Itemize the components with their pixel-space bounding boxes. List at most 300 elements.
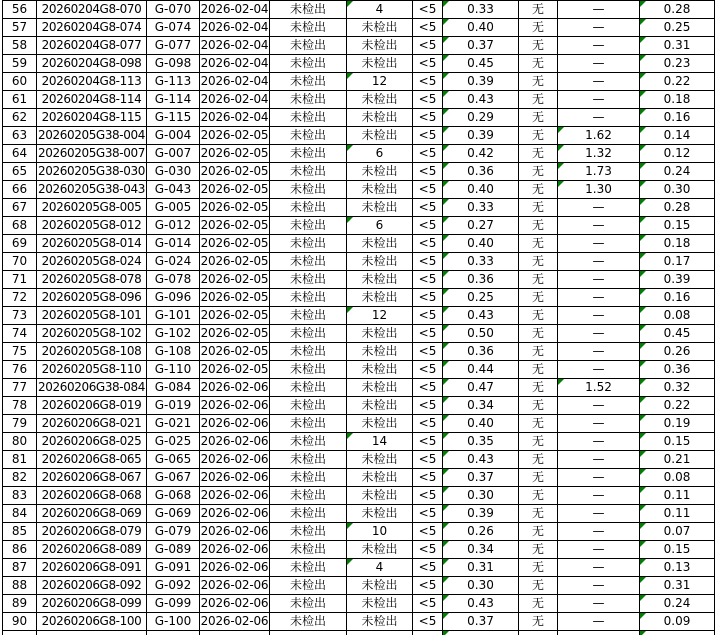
- cell-result-none[interactable]: 无: [519, 37, 558, 55]
- cell-result-limit[interactable]: <5: [413, 19, 443, 37]
- cell-row-number[interactable]: 89: [3, 595, 37, 613]
- cell-result-value-1[interactable]: 0.40: [443, 19, 519, 37]
- cell-result-limit[interactable]: <5: [413, 73, 443, 91]
- cell-result-limit[interactable]: [413, 631, 443, 635]
- cell-row-number[interactable]: [3, 631, 37, 635]
- cell-result-limit[interactable]: <5: [413, 163, 443, 181]
- cell-result-value-3[interactable]: 0.11: [640, 487, 715, 505]
- cell-result-text[interactable]: 未检出: [270, 325, 347, 343]
- cell-row-number[interactable]: 62: [3, 109, 37, 127]
- cell-sample-code[interactable]: G-078: [147, 271, 200, 289]
- cell-result-value-1[interactable]: 0.40: [443, 235, 519, 253]
- cell-result-value-3[interactable]: 0.39: [640, 271, 715, 289]
- cell-date[interactable]: 2026-02-06: [200, 379, 270, 397]
- cell-row-number[interactable]: 77: [3, 379, 37, 397]
- cell-result-count[interactable]: 14: [347, 433, 413, 451]
- cell-sample-code[interactable]: G-014: [147, 235, 200, 253]
- cell-sample-code[interactable]: G-043: [147, 181, 200, 199]
- cell-result-count[interactable]: 4: [347, 1, 413, 19]
- cell-date[interactable]: 2026-02-05: [200, 235, 270, 253]
- cell-result-count[interactable]: 未检出: [347, 595, 413, 613]
- cell-result-limit[interactable]: <5: [413, 325, 443, 343]
- cell-result-value-2[interactable]: —: [558, 559, 640, 577]
- cell-result-value-3[interactable]: 0.24: [640, 163, 715, 181]
- cell-sample-code[interactable]: G-067: [147, 469, 200, 487]
- cell-result-value-2[interactable]: —: [558, 325, 640, 343]
- cell-result-count[interactable]: 未检出: [347, 163, 413, 181]
- cell-result-value-2[interactable]: 1.62: [558, 127, 640, 145]
- cell-date[interactable]: 2026-02-06: [200, 397, 270, 415]
- cell-sample-code[interactable]: G-108: [147, 343, 200, 361]
- cell-result-count[interactable]: 6: [347, 217, 413, 235]
- cell-row-number[interactable]: 83: [3, 487, 37, 505]
- cell-row-number[interactable]: 78: [3, 397, 37, 415]
- cell-date[interactable]: 2026-02-05: [200, 289, 270, 307]
- cell-result-value-2[interactable]: —: [558, 451, 640, 469]
- cell-date[interactable]: 2026-02-05: [200, 271, 270, 289]
- cell-sample-id[interactable]: 20260206G8-065: [37, 451, 147, 469]
- cell-result-value-2[interactable]: —: [558, 343, 640, 361]
- cell-result-text[interactable]: 未检出: [270, 199, 347, 217]
- cell-sample-code[interactable]: G-070: [147, 1, 200, 19]
- cell-result-none[interactable]: 无: [519, 91, 558, 109]
- cell-sample-id[interactable]: 20260205G8-005: [37, 199, 147, 217]
- cell-row-number[interactable]: 81: [3, 451, 37, 469]
- cell-result-text[interactable]: 未检出: [270, 73, 347, 91]
- cell-date[interactable]: 2026-02-06: [200, 505, 270, 523]
- cell-result-text[interactable]: 未检出: [270, 217, 347, 235]
- cell-result-limit[interactable]: <5: [413, 271, 443, 289]
- cell-result-value-3[interactable]: 0.08: [640, 469, 715, 487]
- cell-result-none[interactable]: 无: [519, 73, 558, 91]
- cell-result-count[interactable]: 未检出: [347, 397, 413, 415]
- cell-result-text[interactable]: 未检出: [270, 613, 347, 631]
- cell-result-count[interactable]: 未检出: [347, 289, 413, 307]
- cell-result-value-1[interactable]: 0.25: [443, 289, 519, 307]
- cell-result-text[interactable]: 未检出: [270, 469, 347, 487]
- cell-result-limit[interactable]: <5: [413, 595, 443, 613]
- cell-result-count[interactable]: 未检出: [347, 127, 413, 145]
- cell-sample-id[interactable]: 20260204G8-098: [37, 55, 147, 73]
- cell-result-limit[interactable]: <5: [413, 469, 443, 487]
- cell-result-value-1[interactable]: 0.43: [443, 595, 519, 613]
- cell-sample-id[interactable]: 20260206G8-068: [37, 487, 147, 505]
- cell-sample-code[interactable]: G-101: [147, 307, 200, 325]
- cell-result-value-2[interactable]: 1.32: [558, 145, 640, 163]
- cell-sample-code[interactable]: G-019: [147, 397, 200, 415]
- cell-result-value-3[interactable]: 0.19: [640, 415, 715, 433]
- cell-result-value-3[interactable]: 0.11: [640, 505, 715, 523]
- cell-sample-code[interactable]: G-092: [147, 577, 200, 595]
- cell-result-limit[interactable]: <5: [413, 577, 443, 595]
- cell-result-value-1[interactable]: 0.50: [443, 325, 519, 343]
- cell-row-number[interactable]: 68: [3, 217, 37, 235]
- cell-result-none[interactable]: 无: [519, 469, 558, 487]
- cell-row-number[interactable]: 85: [3, 523, 37, 541]
- cell-result-value-2[interactable]: —: [558, 199, 640, 217]
- cell-row-number[interactable]: 82: [3, 469, 37, 487]
- cell-sample-code[interactable]: G-030: [147, 163, 200, 181]
- cell-result-limit[interactable]: <5: [413, 199, 443, 217]
- cell-result-none[interactable]: 无: [519, 523, 558, 541]
- cell-result-text[interactable]: 未检出: [270, 397, 347, 415]
- cell-result-count[interactable]: 未检出: [347, 271, 413, 289]
- cell-result-count[interactable]: [347, 631, 413, 635]
- cell-sample-code[interactable]: [147, 631, 200, 635]
- cell-result-text[interactable]: 未检出: [270, 523, 347, 541]
- cell-result-text[interactable]: 未检出: [270, 307, 347, 325]
- cell-row-number[interactable]: 56: [3, 1, 37, 19]
- cell-date[interactable]: 2026-02-05: [200, 163, 270, 181]
- cell-result-value-1[interactable]: 0.43: [443, 451, 519, 469]
- cell-result-limit[interactable]: <5: [413, 253, 443, 271]
- cell-result-limit[interactable]: <5: [413, 181, 443, 199]
- cell-sample-id[interactable]: 20260205G8-102: [37, 325, 147, 343]
- cell-result-value-1[interactable]: 0.36: [443, 271, 519, 289]
- cell-result-limit[interactable]: <5: [413, 379, 443, 397]
- cell-sample-code[interactable]: G-024: [147, 253, 200, 271]
- cell-result-value-2[interactable]: —: [558, 73, 640, 91]
- cell-result-value-3[interactable]: 0.24: [640, 595, 715, 613]
- cell-date[interactable]: 2026-02-06: [200, 487, 270, 505]
- cell-sample-id[interactable]: 20260206G8-092: [37, 577, 147, 595]
- cell-result-value-2[interactable]: —: [558, 397, 640, 415]
- cell-result-count[interactable]: 12: [347, 73, 413, 91]
- cell-date[interactable]: 2026-02-04: [200, 37, 270, 55]
- cell-date[interactable]: 2026-02-04: [200, 1, 270, 19]
- cell-result-count[interactable]: 未检出: [347, 541, 413, 559]
- cell-result-text[interactable]: 未检出: [270, 361, 347, 379]
- cell-date[interactable]: 2026-02-05: [200, 343, 270, 361]
- cell-result-value-3[interactable]: 0.22: [640, 73, 715, 91]
- cell-sample-id[interactable]: 20260206G8-079: [37, 523, 147, 541]
- cell-result-none[interactable]: 无: [519, 127, 558, 145]
- cell-row-number[interactable]: 70: [3, 253, 37, 271]
- cell-result-value-3[interactable]: 0.15: [640, 217, 715, 235]
- cell-sample-id[interactable]: 20260205G8-078: [37, 271, 147, 289]
- cell-result-text[interactable]: 未检出: [270, 541, 347, 559]
- cell-result-value-2[interactable]: —: [558, 433, 640, 451]
- cell-result-value-2[interactable]: —: [558, 109, 640, 127]
- cell-sample-id[interactable]: 20260206G8-100: [37, 613, 147, 631]
- cell-result-count[interactable]: 未检出: [347, 91, 413, 109]
- cell-sample-code[interactable]: G-102: [147, 325, 200, 343]
- cell-result-value-3[interactable]: 0.25: [640, 19, 715, 37]
- cell-result-text[interactable]: 未检出: [270, 271, 347, 289]
- cell-result-limit[interactable]: <5: [413, 55, 443, 73]
- cell-result-limit[interactable]: <5: [413, 451, 443, 469]
- cell-result-value-2[interactable]: —: [558, 289, 640, 307]
- cell-date[interactable]: 2026-02-06: [200, 469, 270, 487]
- cell-date[interactable]: 2026-02-04: [200, 19, 270, 37]
- cell-date[interactable]: 2026-02-06: [200, 415, 270, 433]
- cell-result-limit[interactable]: <5: [413, 541, 443, 559]
- cell-sample-code[interactable]: G-091: [147, 559, 200, 577]
- cell-result-limit[interactable]: <5: [413, 397, 443, 415]
- cell-result-value-1[interactable]: 0.39: [443, 127, 519, 145]
- cell-sample-code[interactable]: G-021: [147, 415, 200, 433]
- cell-result-value-1[interactable]: 0.33: [443, 1, 519, 19]
- cell-result-value-1[interactable]: 0.40: [443, 415, 519, 433]
- cell-sample-id[interactable]: 20260205G8-108: [37, 343, 147, 361]
- cell-result-text[interactable]: 未检出: [270, 253, 347, 271]
- cell-result-none[interactable]: 无: [519, 361, 558, 379]
- cell-result-value-2[interactable]: —: [558, 469, 640, 487]
- cell-row-number[interactable]: 60: [3, 73, 37, 91]
- cell-result-text[interactable]: 未检出: [270, 595, 347, 613]
- cell-date[interactable]: 2026-02-06: [200, 541, 270, 559]
- cell-sample-code[interactable]: G-114: [147, 91, 200, 109]
- cell-result-value-3[interactable]: 0.45: [640, 325, 715, 343]
- cell-sample-code[interactable]: G-065: [147, 451, 200, 469]
- cell-result-text[interactable]: 未检出: [270, 55, 347, 73]
- cell-sample-id[interactable]: 20260205G8-012: [37, 217, 147, 235]
- cell-result-limit[interactable]: <5: [413, 559, 443, 577]
- cell-result-count[interactable]: 10: [347, 523, 413, 541]
- cell-result-text[interactable]: 未检出: [270, 343, 347, 361]
- cell-result-none[interactable]: 无: [519, 559, 558, 577]
- cell-sample-code[interactable]: G-074: [147, 19, 200, 37]
- cell-date[interactable]: 2026-02-06: [200, 559, 270, 577]
- cell-result-limit[interactable]: <5: [413, 217, 443, 235]
- cell-result-value-3[interactable]: 0.14: [640, 127, 715, 145]
- cell-result-text[interactable]: 未检出: [270, 559, 347, 577]
- cell-result-text[interactable]: [270, 631, 347, 635]
- cell-date[interactable]: 2026-02-04: [200, 55, 270, 73]
- cell-sample-id[interactable]: 20260205G38-043: [37, 181, 147, 199]
- cell-date[interactable]: 2026-02-05: [200, 127, 270, 145]
- cell-sample-code[interactable]: G-069: [147, 505, 200, 523]
- cell-result-limit[interactable]: <5: [413, 1, 443, 19]
- cell-result-count[interactable]: 未检出: [347, 577, 413, 595]
- cell-result-value-1[interactable]: 0.34: [443, 541, 519, 559]
- cell-result-limit[interactable]: <5: [413, 127, 443, 145]
- cell-result-limit[interactable]: <5: [413, 487, 443, 505]
- cell-result-limit[interactable]: <5: [413, 307, 443, 325]
- cell-sample-id[interactable]: 20260206G8-089: [37, 541, 147, 559]
- cell-result-count[interactable]: 未检出: [347, 343, 413, 361]
- cell-result-value-1[interactable]: 0.30: [443, 577, 519, 595]
- cell-result-value-3[interactable]: 0.22: [640, 397, 715, 415]
- cell-result-value-1[interactable]: 0.26: [443, 523, 519, 541]
- cell-result-value-2[interactable]: —: [558, 577, 640, 595]
- cell-result-value-2[interactable]: —: [558, 91, 640, 109]
- cell-result-value-2[interactable]: —: [558, 1, 640, 19]
- cell-result-value-2[interactable]: —: [558, 613, 640, 631]
- cell-result-none[interactable]: 无: [519, 433, 558, 451]
- cell-date[interactable]: 2026-02-06: [200, 523, 270, 541]
- cell-result-none[interactable]: 无: [519, 541, 558, 559]
- cell-sample-id[interactable]: 20260205G38-004: [37, 127, 147, 145]
- cell-sample-code[interactable]: G-012: [147, 217, 200, 235]
- cell-row-number[interactable]: 84: [3, 505, 37, 523]
- cell-sample-id[interactable]: [37, 631, 147, 635]
- cell-row-number[interactable]: 59: [3, 55, 37, 73]
- cell-result-value-1[interactable]: 0.35: [443, 433, 519, 451]
- cell-sample-id[interactable]: 20260205G8-014: [37, 235, 147, 253]
- cell-sample-id[interactable]: 20260204G8-077: [37, 37, 147, 55]
- cell-date[interactable]: 2026-02-05: [200, 145, 270, 163]
- cell-result-value-2[interactable]: —: [558, 235, 640, 253]
- cell-result-limit[interactable]: <5: [413, 109, 443, 127]
- cell-result-text[interactable]: 未检出: [270, 1, 347, 19]
- cell-sample-id[interactable]: 20260206G8-019: [37, 397, 147, 415]
- cell-result-value-2[interactable]: 1.73: [558, 163, 640, 181]
- cell-row-number[interactable]: 72: [3, 289, 37, 307]
- cell-result-text[interactable]: 未检出: [270, 487, 347, 505]
- cell-result-count[interactable]: 未检出: [347, 325, 413, 343]
- cell-sample-code[interactable]: G-004: [147, 127, 200, 145]
- cell-result-text[interactable]: 未检出: [270, 181, 347, 199]
- cell-sample-id[interactable]: 20260204G8-074: [37, 19, 147, 37]
- cell-result-text[interactable]: 未检出: [270, 109, 347, 127]
- cell-result-value-2[interactable]: —: [558, 361, 640, 379]
- cell-result-none[interactable]: 无: [519, 163, 558, 181]
- cell-result-none[interactable]: 无: [519, 109, 558, 127]
- cell-result-limit[interactable]: <5: [413, 613, 443, 631]
- cell-row-number[interactable]: 86: [3, 541, 37, 559]
- cell-result-value-1[interactable]: 0.30: [443, 487, 519, 505]
- cell-result-value-2[interactable]: —: [558, 307, 640, 325]
- cell-result-none[interactable]: 无: [519, 271, 558, 289]
- cell-result-value-3[interactable]: 0.16: [640, 289, 715, 307]
- cell-sample-id[interactable]: 20260206G8-091: [37, 559, 147, 577]
- cell-sample-id[interactable]: 20260204G8-070: [37, 1, 147, 19]
- cell-sample-id[interactable]: 20260204G8-114: [37, 91, 147, 109]
- cell-result-value-3[interactable]: 0.15: [640, 541, 715, 559]
- cell-result-text[interactable]: 未检出: [270, 451, 347, 469]
- cell-result-text[interactable]: 未检出: [270, 37, 347, 55]
- cell-result-text[interactable]: 未检出: [270, 379, 347, 397]
- cell-result-count[interactable]: 未检出: [347, 487, 413, 505]
- cell-row-number[interactable]: 65: [3, 163, 37, 181]
- cell-result-none[interactable]: 无: [519, 307, 558, 325]
- cell-result-value-3[interactable]: 0.18: [640, 235, 715, 253]
- cell-sample-id[interactable]: 20260205G38-007: [37, 145, 147, 163]
- cell-result-none[interactable]: 无: [519, 595, 558, 613]
- cell-result-value-3[interactable]: 0.32: [640, 379, 715, 397]
- cell-result-text[interactable]: 未检出: [270, 91, 347, 109]
- cell-sample-code[interactable]: G-099: [147, 595, 200, 613]
- cell-result-value-2[interactable]: —: [558, 487, 640, 505]
- cell-result-none[interactable]: 无: [519, 289, 558, 307]
- cell-row-number[interactable]: 76: [3, 361, 37, 379]
- cell-result-value-2[interactable]: —: [558, 271, 640, 289]
- cell-date[interactable]: 2026-02-05: [200, 361, 270, 379]
- cell-result-count[interactable]: 未检出: [347, 235, 413, 253]
- cell-result-value-3[interactable]: [640, 631, 715, 635]
- cell-result-limit[interactable]: <5: [413, 505, 443, 523]
- cell-result-value-3[interactable]: 0.28: [640, 199, 715, 217]
- cell-result-value-3[interactable]: 0.28: [640, 1, 715, 19]
- cell-result-none[interactable]: 无: [519, 199, 558, 217]
- cell-result-none[interactable]: 无: [519, 181, 558, 199]
- cell-date[interactable]: 2026-02-05: [200, 307, 270, 325]
- cell-date[interactable]: 2026-02-05: [200, 217, 270, 235]
- cell-result-limit[interactable]: <5: [413, 343, 443, 361]
- cell-result-value-2[interactable]: 1.30: [558, 181, 640, 199]
- cell-result-value-2[interactable]: —: [558, 253, 640, 271]
- cell-result-text[interactable]: 未检出: [270, 415, 347, 433]
- cell-result-value-1[interactable]: 0.31: [443, 559, 519, 577]
- cell-result-value-1[interactable]: 0.39: [443, 73, 519, 91]
- cell-result-value-1[interactable]: [443, 631, 519, 635]
- cell-result-value-2[interactable]: —: [558, 541, 640, 559]
- cell-result-value-1[interactable]: 0.47: [443, 379, 519, 397]
- cell-result-count[interactable]: 未检出: [347, 199, 413, 217]
- cell-sample-id[interactable]: 20260205G38-030: [37, 163, 147, 181]
- cell-result-value-3[interactable]: 0.31: [640, 37, 715, 55]
- cell-result-text[interactable]: 未检出: [270, 577, 347, 595]
- cell-result-count[interactable]: 未检出: [347, 451, 413, 469]
- cell-date[interactable]: 2026-02-06: [200, 595, 270, 613]
- cell-result-limit[interactable]: <5: [413, 37, 443, 55]
- cell-date[interactable]: 2026-02-06: [200, 433, 270, 451]
- cell-result-value-1[interactable]: 0.37: [443, 469, 519, 487]
- cell-result-text[interactable]: 未检出: [270, 505, 347, 523]
- cell-result-count[interactable]: 未检出: [347, 253, 413, 271]
- cell-row-number[interactable]: 88: [3, 577, 37, 595]
- cell-sample-code[interactable]: G-098: [147, 55, 200, 73]
- cell-result-text[interactable]: 未检出: [270, 433, 347, 451]
- cell-date[interactable]: 2026-02-06: [200, 577, 270, 595]
- cell-row-number[interactable]: 57: [3, 19, 37, 37]
- cell-result-none[interactable]: 无: [519, 613, 558, 631]
- cell-result-value-1[interactable]: 0.43: [443, 307, 519, 325]
- cell-result-limit[interactable]: <5: [413, 415, 443, 433]
- cell-result-count[interactable]: 未检出: [347, 37, 413, 55]
- cell-date[interactable]: 2026-02-05: [200, 181, 270, 199]
- cell-sample-id[interactable]: 20260206G8-025: [37, 433, 147, 451]
- cell-result-text[interactable]: 未检出: [270, 235, 347, 253]
- cell-date[interactable]: 2026-02-05: [200, 325, 270, 343]
- cell-row-number[interactable]: 71: [3, 271, 37, 289]
- cell-result-value-1[interactable]: 0.45: [443, 55, 519, 73]
- cell-sample-id[interactable]: 20260205G8-101: [37, 307, 147, 325]
- cell-result-none[interactable]: 无: [519, 235, 558, 253]
- cell-row-number[interactable]: 75: [3, 343, 37, 361]
- cell-result-limit[interactable]: <5: [413, 523, 443, 541]
- cell-result-value-1[interactable]: 0.43: [443, 91, 519, 109]
- cell-result-value-3[interactable]: 0.31: [640, 577, 715, 595]
- cell-result-value-3[interactable]: 0.17: [640, 253, 715, 271]
- cell-row-number[interactable]: 73: [3, 307, 37, 325]
- cell-date[interactable]: 2026-02-05: [200, 253, 270, 271]
- cell-result-value-3[interactable]: 0.13: [640, 559, 715, 577]
- cell-date[interactable]: 2026-02-04: [200, 73, 270, 91]
- cell-result-none[interactable]: 无: [519, 325, 558, 343]
- cell-row-number[interactable]: 90: [3, 613, 37, 631]
- cell-result-none[interactable]: 无: [519, 217, 558, 235]
- cell-result-none[interactable]: 无: [519, 1, 558, 19]
- cell-sample-code[interactable]: G-084: [147, 379, 200, 397]
- cell-sample-code[interactable]: G-115: [147, 109, 200, 127]
- cell-sample-id[interactable]: 20260205G8-096: [37, 289, 147, 307]
- cell-result-value-2[interactable]: —: [558, 595, 640, 613]
- cell-result-text[interactable]: 未检出: [270, 127, 347, 145]
- cell-result-count[interactable]: 未检出: [347, 361, 413, 379]
- cell-sample-code[interactable]: G-025: [147, 433, 200, 451]
- cell-result-value-2[interactable]: —: [558, 19, 640, 37]
- cell-sample-code[interactable]: G-079: [147, 523, 200, 541]
- cell-result-value-3[interactable]: 0.12: [640, 145, 715, 163]
- cell-date[interactable]: 2026-02-06: [200, 451, 270, 469]
- cell-result-value-2[interactable]: —: [558, 55, 640, 73]
- cell-sample-id[interactable]: 20260206G38-084: [37, 379, 147, 397]
- cell-result-count[interactable]: 4: [347, 559, 413, 577]
- cell-date[interactable]: 2026-02-05: [200, 199, 270, 217]
- cell-result-none[interactable]: 无: [519, 577, 558, 595]
